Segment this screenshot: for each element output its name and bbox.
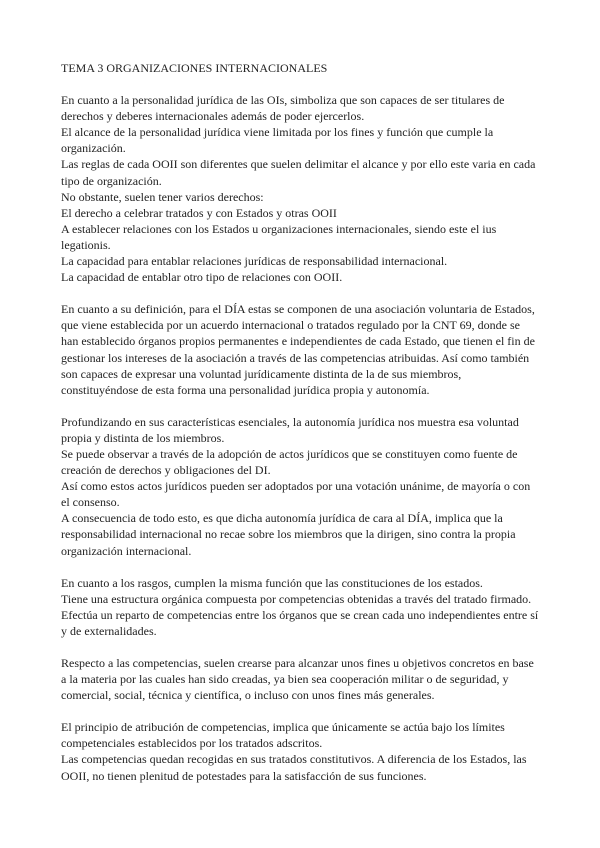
paragraph-definicion [61,301,539,398]
paragraph-rasgos [61,575,539,639]
text-line: No obstante, suelen tener varios derechos: [61,189,264,204]
text-line: A establecer relaciones con los Estados u organizaciones internacionales, siendo este el ius legationis. [61,221,497,252]
text-line: El alcance de la personalidad jurídica viene limitada por los fines y función que cumple la organización. [61,125,494,156]
paragraph-principio-atribucion [61,719,539,783]
paragraph-caracteristicas [61,414,539,559]
document-title: TEMA 3 ORGANIZACIONES INTERNACIONALES [61,61,328,75]
text-line: En cuanto a la personalidad jurídica de las OIs, simboliza que son capaces de ser titulares de derechos y deberes internacionales además de poder ejercerlos. [61,93,505,124]
text-line: Se puede observar a través de la adopción de actos jurídicos que se constituyen como fuente de creación de derechos y obligaciones del DI. [61,446,518,478]
paragraph-personalidad-juridica [61,92,539,285]
text-line: Así como estos actos jurídicos pueden ser adoptados por una votación unánime, de mayoría o con el consenso. [61,479,531,510]
text-line: Respecto a las competencias, suelen crearse para alcanzar unos fines u objetivos concretos en base a la materia por las cuales han sido creadas, ya bien sea cooperación militar o de seguridad, y comercial, social, técnica y científica, o incluso con unos fines más generales. [61,656,534,703]
text-line: Las reglas de cada OOII son diferentes que suelen delimitar el alcance y por ello este varia en cada tipo de organización. [61,157,536,188]
text-line: El principio de atribución de competencias, implica que únicamente se actúa bajo los límites competenciales establecidos por los tratados adscritos. [61,720,505,751]
text-line: La capacidad de entablar otro tipo de relaciones con OOII. [61,270,343,285]
text-line: Tiene una estructura orgánica compuesta por competencias obtenidas a través del tratado firmado. Efectúa un reparto de competencias entre los órganos que se crean cada uno independientes entre sí y de externalidades. [61,591,539,638]
document-body [61,60,539,800]
text-line: La capacidad para entablar relaciones jurídicas de responsabilidad internacional. [61,254,448,269]
text-line: A consecuencia de todo esto, es que dicha autonomía jurídica de cara al DÍA, implica que la responsabilidad internacional no recae sobre los miembros que la dirigen, sino contra la propia organización internacional. [61,511,516,558]
text-line: En cuanto a los rasgos, cumplen la misma función que las constituciones de los estados. [61,575,483,590]
text-line: Profundizando en sus características esenciales, la autonomía jurídica nos muestra esa voluntad propia y distinta de los miembros. [61,414,519,445]
text-line: En cuanto a su definición, para el DÍA estas se componen de una asociación voluntaria de Estados, que viene establecida por un acuerdo internacional o tratados regulado por la CNT 69, donde se han establecido órganos propios permanentes e independientes de cada Estado, que tienen el fin de gestionar los intereses de la asociación a través de las competencias atribuidas. Así como también son capaces de expresar una voluntad jurídicamente distinta de la de sus miembros, constituyéndose de esta forma una personalidad jurídica propia y autonomía. [61,302,535,397]
text-line: Las competencias quedan recogidas en sus tratados constitutivos. A diferencia de los Estados, las OOII, no tienen plenitud de potestades para la satisfacción de sus funciones. [61,752,527,783]
text-line: El derecho a celebrar tratados y con Estados y otras OOII [61,205,337,220]
paragraph-competencias [61,655,539,703]
